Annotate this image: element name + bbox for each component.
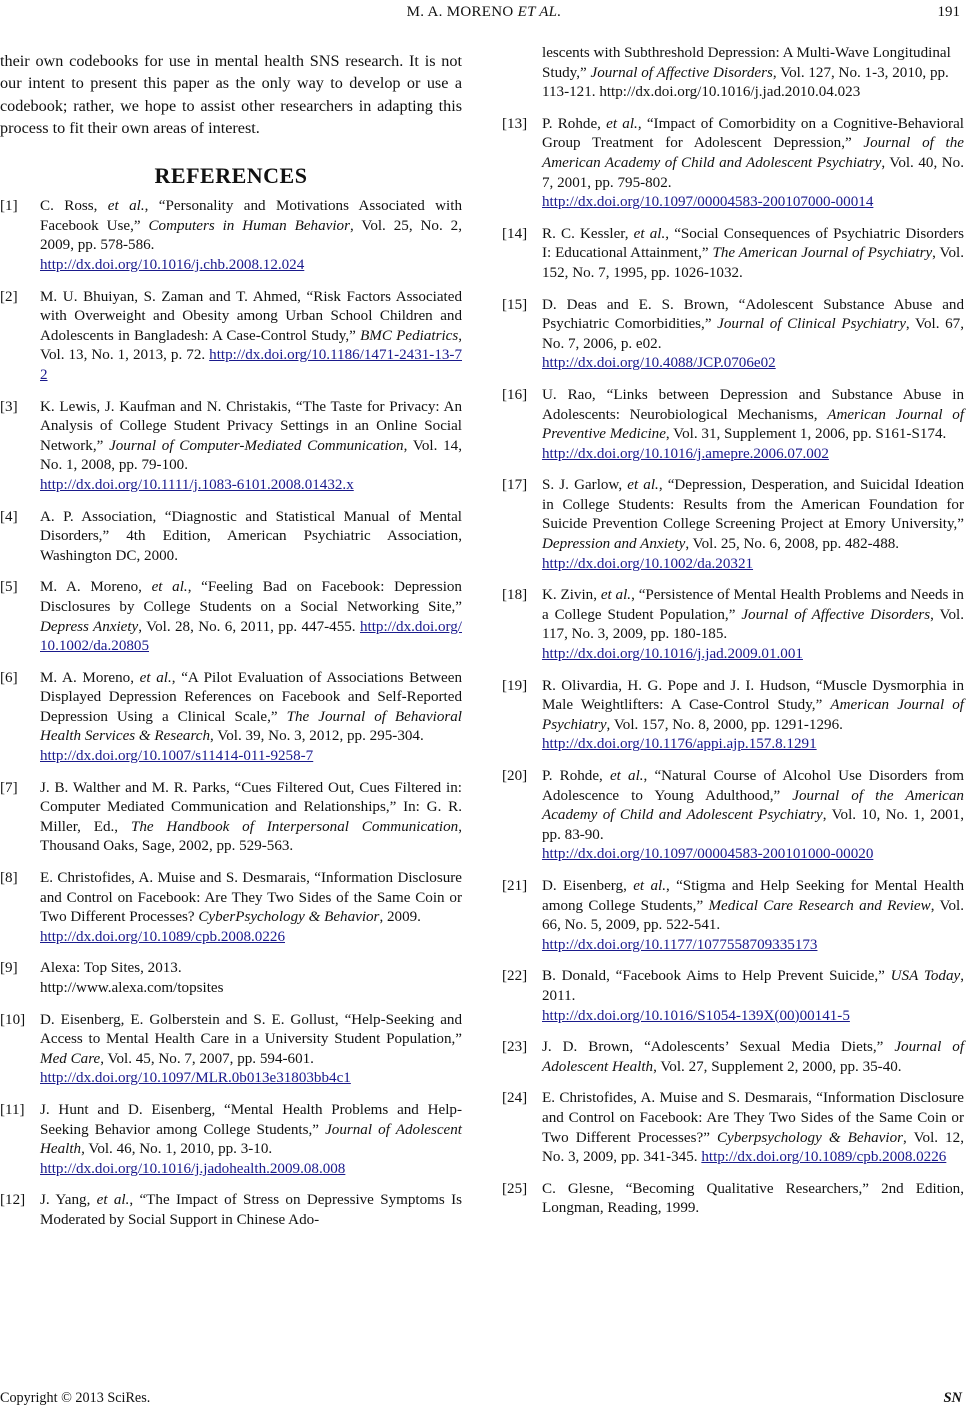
doi-link[interactable]: http://dx.doi.org/10.1007/s11414-011-9258-7 [40,748,314,765]
reference-body [542,877,964,955]
copyright-notice: Copyright © 2013 SciRes. [0,1390,151,1406]
doi-link[interactable]: http://dx.doi.org/10.1111/j.1083-6101.2008.01432.x [40,476,354,493]
ref-text: , Vol. 28, No. 6, 2011, pp. 447-455. [138,618,360,635]
reference-item [0,779,462,857]
reference-body [542,1089,964,1167]
doi-link[interactable]: http://dx.doi.org/10.1002/da.20805 [40,618,462,655]
reference-12-continuation [502,44,964,103]
ref-journal: Journal of Affective Disorders [590,64,773,81]
reference-item [502,1180,964,1219]
ref-text: B. Donald, “Facebook Aims to Help Prevent Suicide,” [542,968,891,985]
ref-etal: et al. [139,669,172,686]
ref-text: , Vol. 45, No. 7, 2007, pp. 594-601. [100,1050,314,1067]
reference-item [502,767,964,865]
reference-number: [22] [502,968,528,985]
reference-item [502,967,964,1026]
reference-number: [13] [502,115,528,132]
doi-link[interactable]: http://dx.doi.org/10.1176/appi.ajp.157.8.1291 [542,736,817,753]
reference-body [542,1180,964,1219]
reference-body [40,1191,462,1230]
reference-number: [16] [502,386,528,403]
reference-number: [25] [502,1180,528,1197]
reference-number: [11] [0,1101,25,1118]
ref-journal: Depression and Anxiety [542,536,686,553]
reference-body [40,1101,462,1179]
reference-item [0,578,462,656]
ref-text: , “A Pilot Evaluation of Associations Between Displayed Depression References on Facebook and Self-Reported Depression Using a Clinical Scale,” [40,669,462,725]
reference-number: [12] [0,1192,26,1209]
reference-number: [21] [502,877,528,894]
ref-text: , Vol. 39, No. 3, 2012, pp. 295-304. [210,728,424,745]
journal-abbrev: SN [943,1390,962,1406]
reference-body [542,115,964,213]
reference-item [502,225,964,284]
ref-journal: Computers in Human Behavior [148,217,350,234]
reference-number: [3] [0,398,18,415]
page-footer [0,1388,968,1414]
ref-text: , Vol. 10, No. 1, 2001, pp. 83-90. [542,807,964,843]
ref-text: M. U. Bhuiyan, S. Zaman and T. Ahmed, “Risk Factors Associated with Overweight and Obesity among Urban School Children and Adolescents in Bangladesh: A Case-Control Study,” [40,288,462,344]
ref-text: J. Hunt and D. Eisenberg, “Mental Health Problems and Help-Seeking Behavior among College Students,” [40,1101,462,1138]
doi-link[interactable]: http://dx.doi.org/10.1016/j.jadohealth.2009.08.008 [40,1160,346,1177]
reference-list-right [502,115,964,1219]
ref-text: , “Impact of Comorbidity on a Cognitive-Behavioral Group Treatment for Adolescent Depression,” [542,115,964,152]
reference-item [0,1101,462,1179]
reference-body [542,767,964,865]
reference-body [40,869,462,947]
reference-item [0,197,462,275]
doi-link[interactable]: http://dx.doi.org/10.1097/00004583-200101000-00020 [542,846,874,863]
reference-body [542,967,964,1026]
reference-item [502,1089,964,1167]
doi-link[interactable]: http://dx.doi.org/10.1089/cpb.2008.0226 [701,1149,947,1166]
ref-journal: Journal of the American Academy of Child and Adolescent Psychiatry [542,787,964,824]
ref-text: , Vol. 25, No. 6, 2008, pp. 482-488. [685,536,900,553]
ref-journal: The Journal of Behavioral Health Services & Research [40,708,462,745]
ref-text: , “Personality and Motivations Associated with Facebook Use,” [40,198,462,234]
ref-journal: Journal of Adolescent Health [542,1039,965,1075]
ref-text: , Vol. 127, No. 1-3, 2010, pp. 113-121. [542,64,949,101]
reference-body [542,386,964,464]
reference-item [502,877,964,955]
ref-text: , “Social Consequences of Psychiatric Disorders I: Educational Attainment,” [542,225,965,262]
reference-number: [17] [502,477,528,494]
ref-etal: et al. [107,198,145,215]
ref-text: , Vol. 152, No. 7, 1995, pp. 1026-1032. [542,245,964,281]
ref-text: , Thousand Oaks, Sage, 2002, pp. 529-563. [40,818,463,855]
ref-text: R. Olivardia, H. G. Pope and J. I. Hudson, “Muscle Dysmorphia in Male Weightlifters: A Case-Control Study,” [542,677,964,714]
doi-link[interactable]: http://dx.doi.org/10.1097/00004583-200107000-00014 [542,194,874,211]
reference-body [542,476,964,574]
reference-number: [7] [0,779,18,796]
reference-body [40,578,462,656]
page-number: 191 [937,4,960,20]
reference-body [40,197,462,275]
ref-etal: et al. [96,1192,130,1209]
reference-item [0,959,462,998]
reference-body [542,677,964,755]
ref-etal: et al. [633,225,666,242]
ref-text: P. Rohde, [542,768,610,784]
reference-item [502,296,964,374]
doi-link[interactable]: http://dx.doi.org/10.1097/MLR.0b013e31803bb4c1 [40,1070,351,1087]
reference-number: [23] [502,1039,528,1056]
doi-link[interactable]: http://dx.doi.org/10.4088/JCP.0706e02 [542,355,776,372]
ref-text: D. Eisenberg, [542,877,634,894]
reference-item [0,508,462,567]
reference-body [40,508,462,567]
ref-text: , Vol. 46, No. 1, 2010, pp. 3-10. [81,1141,273,1158]
reference-body [40,959,462,998]
ref-etal: et al. [600,587,632,604]
reference-body [542,225,964,284]
ref-journal: Journal of Affective Disorders [741,606,931,623]
ref-text: , 2009. [379,909,421,926]
running-head-authors: M. A. MORENO [406,4,514,20]
ref-journal: Journal of the American Academy of Child and Adolescent Psychiatry [542,135,964,171]
ref-text: , Vol. 12, No. 3, 2009, pp. 341-345. [542,1129,964,1166]
ref-journal: Journal of Computer-Mediated Communication [109,437,404,454]
reference-number: [15] [502,296,528,313]
ref-text: P. Rohde, [542,115,607,132]
ref-text: J. Yang, [40,1192,97,1209]
ref-journal: The Handbook of Interpersonal Communication [130,818,459,835]
ref-text: C. Glesne, “Becoming Qualitative Researchers,” 2nd Edition, Longman, Reading, 1999. [542,1180,964,1217]
ref-text: , Vol. 14, No. 1, 2008, pp. 79-100. [40,437,462,474]
ref-etal: et al. [633,877,666,894]
reference-item [502,677,964,755]
ref-text: J. B. Walther and M. R. Parks, “Cues Filtered Out, Cues Filtered in: Computer Mediated Communication and Relationships,” In: G. R. Miller, Ed., [40,779,462,835]
ref-text: , Vol. 66, No. 5, 2009, pp. 522-541. [542,897,964,934]
ref-text: , 2011. [542,968,964,1004]
reference-item [0,669,462,767]
doi-link[interactable]: http://dx.doi.org/10.1016/j.chb.2008.12.024 [40,257,305,273]
ref-journal: Journal of Adolescent Health [40,1121,462,1158]
ref-text: K. Zivin, [542,587,601,604]
ref-text: , Vol. 157, No. 8, 2000, pp. 1291-1296. [606,716,843,733]
page-header [0,0,968,30]
ref-text: , “Stigma and Help Seeking for Mental Health among College Students,” [542,877,964,914]
reference-body [542,586,964,664]
ref-text: , Vol. 25, No. 2, 2009, pp. 578-586. [40,217,462,254]
doi-link[interactable]: http://dx.doi.org/10.1016/S1054-139X(00)00141-5 [542,1007,850,1024]
doi-link[interactable]: http://dx.doi.org/10.1016/j.jad.2009.01.001 [542,646,803,663]
reference-number: [10] [0,1011,26,1028]
ref-journal: Cyberpsychology & Behavior [716,1129,903,1146]
reference-number: [6] [0,669,18,686]
reference-body [40,288,462,386]
ref-etal: et al. [606,115,638,132]
ref-text: , Vol. 67, No. 7, 2006, p. e02. [542,316,964,352]
ref-journal: Depress Anxiety [40,618,139,635]
reference-item [0,288,462,386]
reference-item [0,398,462,496]
running-head [0,4,968,21]
ref-text: lescents with Subthreshold Depression: A Multi-Wave Longitudinal Study,” [542,45,951,81]
ref-text: , Vol. 40, No. 7, 2001, pp. 795-802. [542,154,964,191]
reference-number: [8] [0,870,18,887]
ref-text: M. A. Moreno, [40,579,152,596]
ref-journal: The American Journal of Psychiatry [712,245,933,262]
reference-number: [5] [0,579,18,596]
ref-journal: USA Today [890,968,961,985]
reference-number: [2] [0,288,18,305]
ref-text: D. Eisenberg, E. Golberstein and S. E. Gollust, “Help-Seeking and Access to Mental Health Care in a University Student Population,” [40,1011,462,1048]
ref-text: R. C. Kessler, [542,225,634,242]
ref-journal: BMC Pediatrics [360,327,459,344]
reference-item [502,386,964,464]
ref-journal: American Journal of Psychiatry [542,697,964,733]
reference-number: [1] [0,198,18,215]
ref-text: A. P. Association, “Diagnostic and Statistical Manual of Mental Disorders,” 4th Edition, American Psychiatric Association, Washington DC, 2000. [40,508,462,564]
reference-list-left [0,197,462,1230]
ref-text: S. J. Garlow, [542,477,628,494]
reference-item [502,476,964,574]
reference-item [0,1191,462,1230]
intro-paragraph: their own codebooks for use in mental health SNS research. It is not our intent to present this paper as the only way to develop or use a codebook; rather, we hope to assist other researchers in adapting this process to fit their own areas of interest. [0,52,462,138]
doi-link[interactable]: http://dx.doi.org/10.1002/da.20321 [542,555,754,572]
reference-body [40,669,462,767]
ref-text: E. Christofides, A. Muise and S. Desmarais, “Information Disclosure and Control on Facebook: Are They Two Sides of the Same Coin or Two Different Processes? [40,870,462,926]
doi-link[interactable]: http://dx.doi.org/10.1186/1471-2431-13-72 [40,347,462,383]
reference-item [0,1011,462,1089]
references-heading: REFERENCES [154,162,308,188]
reference-number: [24] [502,1090,528,1107]
ref-etal: et al. [627,477,659,494]
doi-link[interactable]: http://dx.doi.org/10.1016/j.amepre.2006.07.002 [542,445,829,462]
reference-number: [20] [502,768,528,784]
ref-text: E. Christofides, A. Muise and S. Desmarais, “Information Disclosure and Control on Facebook: Are They Two Sides of the Same Coin or Two Different Processes?” [542,1090,964,1146]
ref-text: , “Persistence of Mental Health Problems and Needs in a College Student Population,” [542,587,964,623]
doi-link[interactable]: http://dx.doi.org/10.1016/j.jad.2010.04.023 [599,84,861,101]
ref-text: J. D. Brown, “Adolescents’ Sexual Media Diets,” [542,1039,895,1056]
reference-item [502,115,964,213]
left-column [0,50,462,1243]
doi-link[interactable]: http://dx.doi.org/10.1177/1077558709335173 [542,936,818,953]
ref-text: Alexa: Top Sites, 2013. [40,960,182,977]
reference-number: [19] [502,677,528,694]
reference-item [0,869,462,947]
ref-text: D. Deas and E. S. Brown, “Adolescent Substance Abuse and Psychiatric Comorbidities,” [542,296,964,333]
reference-body [40,779,462,857]
ref-journal: CyberPsychology & Behavior [198,909,380,926]
ref-text: M. A. Moreno, [40,669,140,686]
ref-text: , “The Impact of Stress on Depressive Symptoms Is Moderated by Social Support in Chinese Ado- [40,1192,462,1228]
reference-number: [4] [0,508,18,525]
reference-item [502,586,964,664]
ref-text: , Vol. 117, No. 3, 2009, pp. 180-185. [542,606,965,643]
ref-text: , “Natural Course of Alcohol Use Disorders from Adolescence to Young Adulthood,” [542,768,964,804]
doi-link[interactable]: http://dx.doi.org/10.1089/cpb.2008.0226 [40,928,285,945]
reference-body [40,1011,462,1089]
reference-body [542,1038,964,1077]
ref-text: , “Depression, Desperation, and Suicidal Ideation in College Students: Results from the American Foundation for Suicide Prevention College Screening Project at Emory University,” [542,477,965,533]
ref-journal: Medical Care Research and Review [708,897,931,914]
reference-item [502,1038,964,1077]
ref-text: , Vol. 31, Supplement 1, 2006, pp. S161-S174. [665,426,947,443]
ref-etal: et al. [609,768,644,784]
reference-body [542,296,964,374]
ref-text: , “Feeling Bad on Facebook: Depression Disclosures by College Students on a Social Networking Site,” [40,579,462,615]
reference-number: [14] [502,225,528,242]
ref-journal: Journal of Clinical Psychiatry [717,316,906,333]
ref-text: U. Rao, “Links between Depression and Substance Abuse in Adolescents: Neurobiological Mechanisms, [542,386,964,423]
ref-text: K. Lewis, J. Kaufman and N. Christakis, “The Taste for Privacy: An Analysis of College Student Privacy Settings in an Online Social Network,” [40,398,462,454]
reference-number: [18] [502,587,528,604]
right-column [502,44,964,1231]
ref-text: C. Ross, [40,198,108,215]
reference-number: [9] [0,960,18,977]
ref-journal: American Journal of Preventive Medicine [542,406,965,443]
ref-text: , Vol. 13, No. 1, 2013, p. 72. [40,327,462,364]
reference-url: http://www.alexa.com/topsites [40,980,224,996]
ref-etal: et al. [151,579,188,596]
ref-text: , Vol. 27, Supplement 2, 2000, pp. 35-40. [653,1058,902,1075]
running-head-etal: ET AL. [517,4,562,20]
ref-journal: Med Care [40,1050,101,1067]
reference-body [40,398,462,496]
